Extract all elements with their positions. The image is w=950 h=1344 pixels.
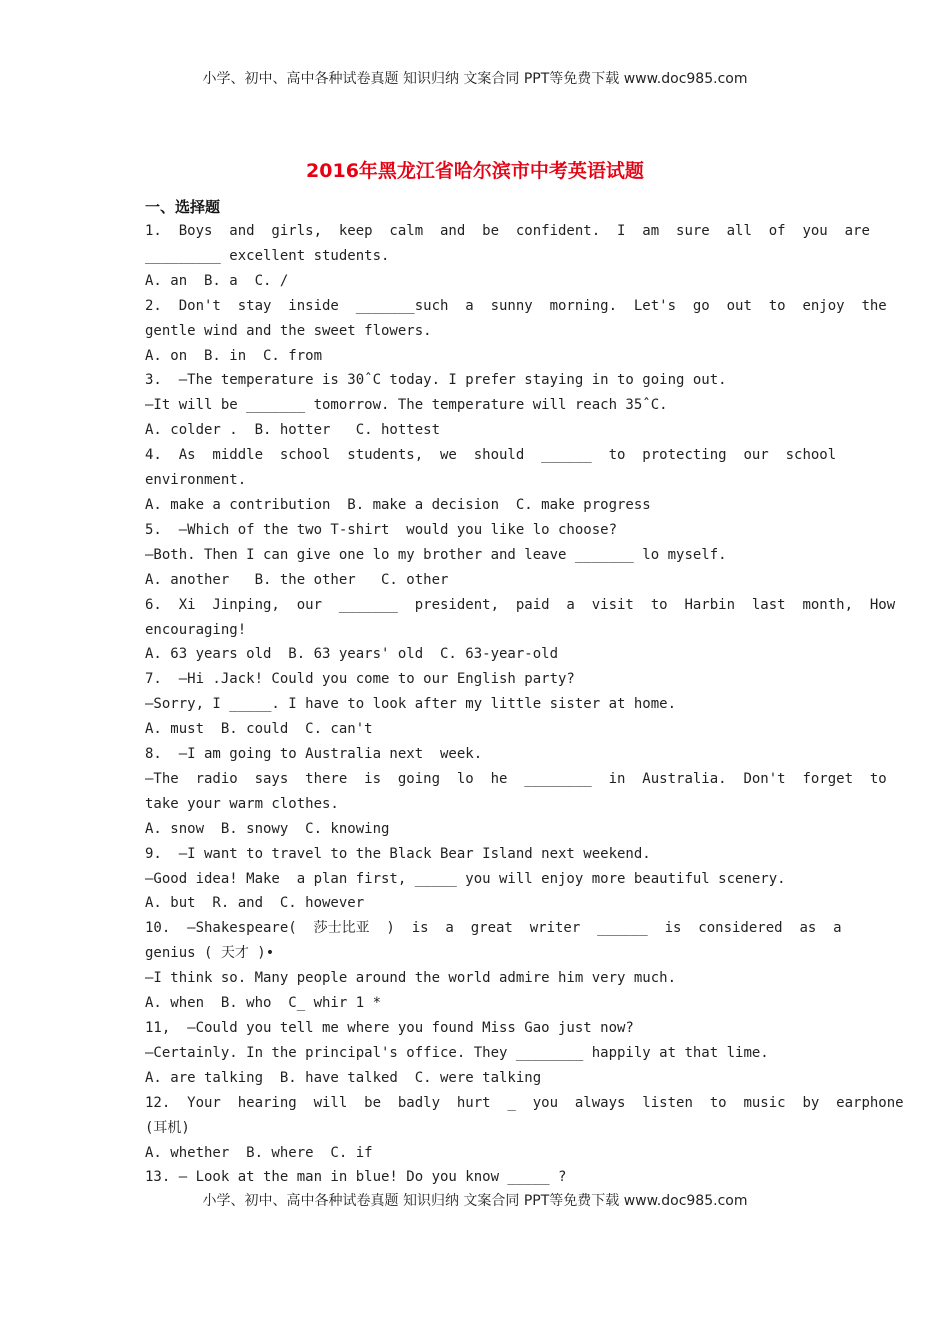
answer-options: A. an B. a C. / — [145, 272, 289, 289]
question-line: —Certainly. In the principal's office. They ________ happily at that lime. — [145, 1044, 769, 1061]
question-line: take your warm clothes. — [145, 795, 339, 812]
question-line: —It will be _______ tomorrow. The temperature will reach 35ˆC. — [145, 397, 668, 414]
answer-options: A. whether B. where C. if — [145, 1144, 373, 1161]
answer-options: A. another B. the other C. other — [145, 571, 449, 588]
question-line: 7. —Hi .Jack! Could you come to our English party? — [145, 671, 575, 688]
question-line: gentle wind and the sweet flowers. — [145, 322, 432, 339]
question-line: (耳机) — [145, 1119, 190, 1136]
answer-options: A. on B. in C. from — [145, 347, 323, 364]
answer-options: A. but R. and C. however — [145, 895, 365, 912]
question-line: 9. —I want to travel to the Black Bear Island next weekend. — [145, 845, 651, 862]
exam-title: 2016年黑龙江省哈尔滨市中考英语试题 — [306, 160, 644, 182]
answer-options: A. when B. who C_ whir 1 * — [145, 995, 382, 1012]
page-footer: 小学、初中、高中各种试卷真题 知识归纳 文案合同 PPT等免费下载 www.doc985.com — [202, 1193, 748, 1209]
question-line: 5. —Which of the two T-shirt would you like lo choose? — [145, 521, 618, 538]
answer-options: A. make a contribution B. make a decision C. make progress — [145, 496, 651, 513]
question-line: 13. — Look at the man in blue! Do you know _____ ? — [145, 1169, 567, 1186]
question-line: _________ excellent students. — [145, 247, 390, 264]
question-line: —Good idea! Make a plan first, _____ you will enjoy more beautiful scenery. — [145, 870, 786, 887]
question-line: 10. —Shakespeare( 莎士比亚 ) is a great writer ______ is considered as a — [145, 920, 842, 937]
answer-options: A. are talking B. have talked C. were talking — [145, 1069, 542, 1086]
question-line: —The radio says there is going lo he ________ in Australia. Don't forget to — [145, 770, 887, 787]
question-line: 4. As middle school students, we should ______ to protecting our school — [145, 447, 837, 464]
question-line: 1. Boys and girls, keep calm and be confident. I am sure all of you are — [145, 223, 870, 239]
question-line: 11, —Could you tell me where you found Miss Gao just now? — [145, 1020, 634, 1036]
question-line: 2. Don't stay inside _______such a sunny morning. Let's go out to enjoy the — [145, 297, 887, 314]
answer-options: A. must B. could C. can't — [145, 721, 373, 738]
question-line: genius ( 天才 )• — [145, 945, 275, 962]
question-line: encouraging! — [145, 621, 247, 638]
section-heading: 一、选择题 — [145, 198, 221, 216]
page-header: 小学、初中、高中各种试卷真题 知识归纳 文案合同 PPT等免费下载 www.doc985.com — [202, 71, 748, 87]
answer-options: A. snow B. snowy C. knowing — [145, 820, 390, 837]
question-line: —Sorry, I _____. I have to look after my little sister at home. — [145, 696, 677, 713]
question-line: —Both. Then I can give one lo my brother and leave _______ lo myself. — [145, 546, 727, 563]
question-line: 6. Xi Jinping, our _______ president, paid a visit to Harbin last month, How — [145, 596, 896, 613]
question-line: environment. — [145, 472, 247, 489]
question-line: 3. —The temperature is 30ˆC today. I prefer staying in to going out. — [145, 372, 727, 389]
question-line: —I think so. Many people around the world admire him very much. — [145, 970, 677, 987]
answer-options: A. colder . B. hotter C. hottest — [145, 422, 441, 439]
question-line: 12. Your hearing will be badly hurt _ you always listen to music by earphone — [145, 1094, 904, 1111]
question-body — [145, 219, 904, 1190]
answer-options: A. 63 years old B. 63 years' old C. 63-year-old — [145, 646, 559, 663]
question-line: 8. —I am going to Australia next week. — [145, 746, 483, 763]
